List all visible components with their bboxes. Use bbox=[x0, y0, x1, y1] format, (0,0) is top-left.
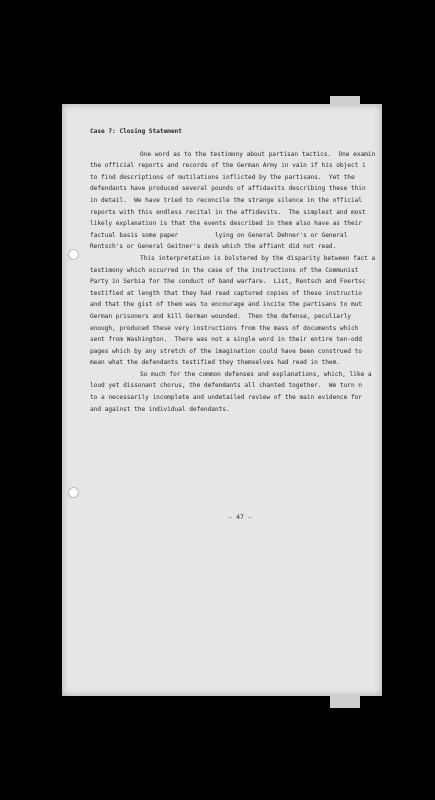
text-line: mean what the defendants testified they themselves had read in them. bbox=[90, 359, 340, 367]
text-line: factual basis some paper lying on General Dehner's or General bbox=[90, 231, 348, 239]
punch-hole bbox=[68, 249, 79, 260]
text-line: likely explanation is that the events described in them also have as their bbox=[90, 220, 362, 228]
text-line: and that the gist of them was to encourage and incite the partisans to mut bbox=[90, 301, 362, 309]
text-line: Rentsch's or General Geitner's desk which the affiant did not read. bbox=[90, 243, 337, 251]
text-line: This interpretation is bolstered by the disparity between fact a bbox=[140, 254, 376, 262]
text-line: One word as to the testimony about partisan tactics. One examin bbox=[140, 150, 376, 158]
text-line: testified at length that they had read captured copies of these instructio bbox=[90, 289, 362, 297]
paragraph-2 bbox=[90, 253, 390, 369]
text-line: and against the individual defendants. bbox=[90, 405, 230, 413]
text-line: testimony which occurred in the case of the instructions of the Communist bbox=[90, 266, 359, 274]
document-heading: Case 7: Closing Statement bbox=[90, 128, 182, 135]
text-line: sent from Washington. There was not a single word in their entire ten-odd bbox=[90, 336, 362, 344]
punch-hole bbox=[68, 487, 79, 498]
page-number: - 47 - bbox=[228, 513, 252, 521]
document-text bbox=[90, 126, 390, 521]
text-line: to find descriptions of mutilations inflicted by the partisans. Yet the bbox=[90, 173, 355, 181]
paragraph-1 bbox=[90, 149, 390, 253]
text-line: Party in Serbia for the conduct of band warfare. List, Rentsch and Foertsc bbox=[90, 278, 366, 286]
paragraph-3 bbox=[90, 369, 390, 415]
text-line: reports with this endless recital in the affidavits. The simplest and most bbox=[90, 208, 366, 216]
text-line: So much for the common defenses and explanations, which, like a bbox=[140, 370, 372, 378]
document-page bbox=[62, 104, 382, 696]
text-line: loud yet dissonant chorus, the defendants all chanted together. We turn n bbox=[90, 382, 362, 390]
text-line: enough, produced these very instructions from the mass of documents which bbox=[90, 324, 359, 332]
text-line: German prisoners and kill German wounded. Then the defense, peculiarly bbox=[90, 312, 351, 320]
text-line: defendants have produced several pounds of affidavits describing these thin bbox=[90, 185, 366, 193]
text-line: pages which by any stretch of the imagination could have been construed to bbox=[90, 347, 362, 355]
text-line: to a necessarily incomplete and undetailed review of the main evidence for bbox=[90, 394, 362, 402]
text-line: in detail. We have tried to reconcile the strange silence in the official bbox=[90, 196, 362, 204]
text-line: the official reports and records of the German Army in vain if his object i bbox=[90, 162, 366, 170]
